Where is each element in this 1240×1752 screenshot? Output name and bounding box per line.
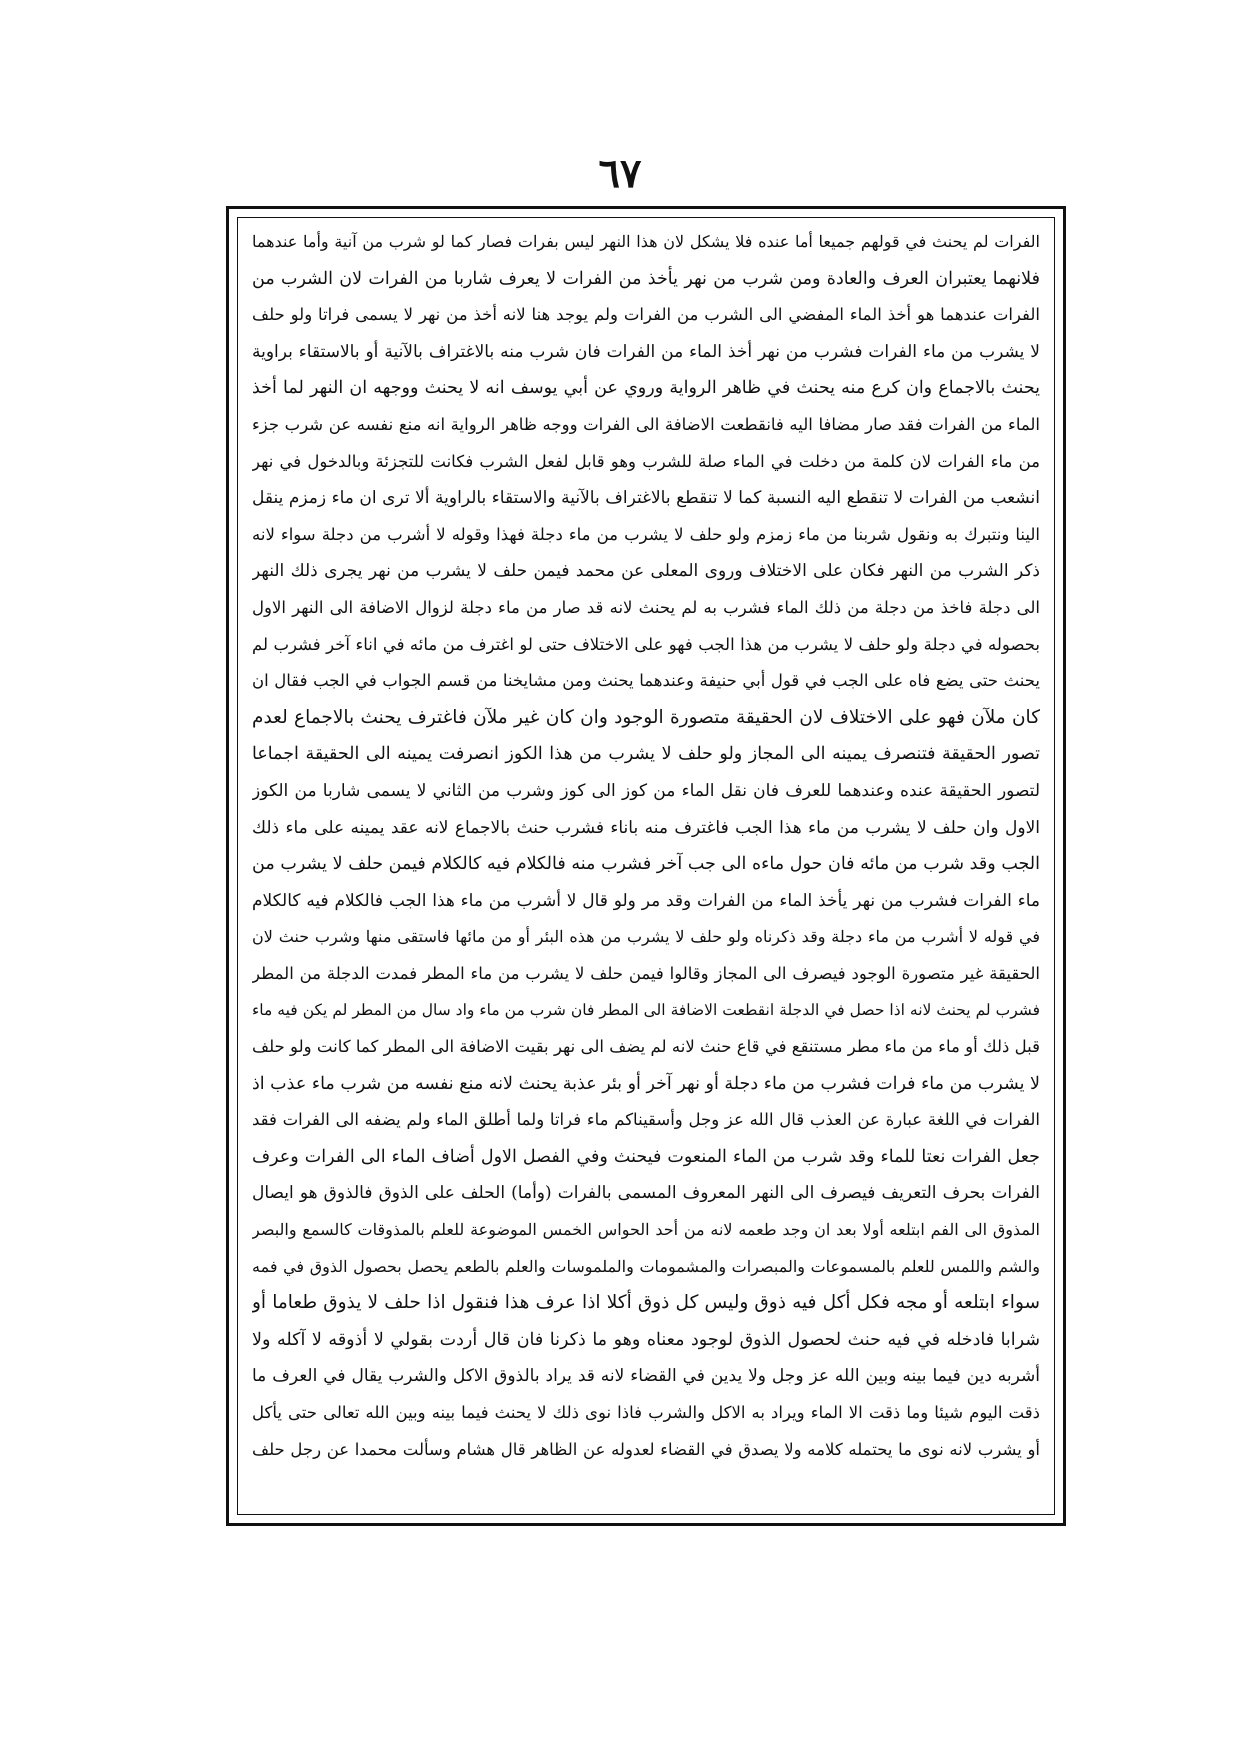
text-line: والشم واللمس للعلم بالمسموعات والمبصرات والمشمومات والملموسات والعلم بالطعم يحصل بحصول الذوق في فمه (252, 1256, 1040, 1276)
text-line: الماء من الفرات فقد صار مضافا اليه فانقطعت الاضافة الى الفرات ووجه ظاهر الرواية انه منع نفسه عن شرب جزء (252, 414, 1040, 434)
page-border (226, 206, 1066, 1526)
text-line: الينا ونتبرك به ونقول شربنا من ماء زمزم ولو حلف لا يشرب من ماء دجلة فهذا وقوله لا أشرب من دجلة سواء لانه (252, 524, 1040, 544)
text-line: انشعب من الفرات لا تنقطع اليه النسبة كما لا تنقطع بالاغتراف بالآنية والاستقاء بالراوية ألا ترى ان ماء زمزم ينقل (252, 488, 1040, 509)
text-line: يحنث بالاجماع وان كرع منه يحنث في ظاهر الرواية وروي عن أبي يوسف انه لا يحنث ووجهه ان النهر لما أخذ (252, 378, 1040, 399)
text-line: الحقيقة غير متصورة الوجود فيصرف الى المجاز وقالوا فيمن حلف لا يشرب من ماء المطر فمدت الدجلة من المطر (252, 963, 1040, 983)
text-line: كان ملآن فهو على الاختلاف لان الحقيقة متصورة الوجود وان كان غير ملآن فاغترف يحنث بالاجماع لعدم (252, 706, 1040, 728)
text-line: الى دجلة فاخذ من دجلة من ذلك الماء فشرب به لم يحنث لانه قد صار من ماء دجلة لزوال الاضافة الى النهر الاول (252, 597, 1040, 617)
text-line: في قوله لا أشرب من ماء دجلة وقد ذكرناه ولو حلف لا يشرب من هذه البئر أو من مائها فاستقى منها وشرب حنث لان (252, 927, 1040, 947)
text-line: لا يشرب من ماء الفرات فشرب من نهر أخذ الماء من الفرات فان شرب منه بالاغتراف بالآنية أو بالاستقاء براوية (252, 341, 1040, 362)
page-border-inner (237, 217, 1055, 1515)
text-line: ذكر الشرب من النهر فكان على الاختلاف وروى المعلى عن محمد فيمن حلف لا يشرب من نهر يجرى ذلك النهر (252, 561, 1040, 582)
text-line: شرابا فادخله في فيه حنث لحصول الذوق لوجود معناه وهو ما ذكرنا فان قال أردت بقولي لا أذوقه لا آكله ولا (252, 1329, 1040, 1350)
text-line: فشرب لم يحنث لانه اذا حصل في الدجلة انقطعت الاضافة الى المطر فان شرب من ماء واد سال من المطر لم يكن فيه ماء (252, 1001, 1040, 1020)
text-line: يحنث حتى يضع فاه على الجب في قول أبي حنيفة وعندهما يحنث ومن مشايخنا من قسم الجواب في الجب فقال ان (252, 671, 1040, 691)
text-line: أو يشرب لانه نوى ما يحتمله كلامه ولا يصدق في القضاء لعدوله عن الظاهر قال هشام وسألت محمدا عن رجل حلف (252, 1439, 1040, 1459)
text-line: ماء الفرات فشرب من نهر يأخذ الماء من الفرات وقد مر ولو قال لا أشرب من ماء هذا الجب فالكلام فيه كالكلام (252, 890, 1040, 911)
text-line: الفرات بحرف التعريف فيصرف الى النهر المعروف المسمى بالفرات (وأما) الحلف على الذوق فالذوق هو ايصال (252, 1183, 1040, 1204)
page-number: ٦٧ (598, 150, 642, 197)
text-line: المذوق الى الفم ابتلعه أولا بعد ان وجد طعمه لانه من أحد الحواس الخمس الموضوعة للعلم بالمذوقات كالسمع والبصر (252, 1220, 1040, 1240)
text-line: فلانهما يعتبران العرف والعادة ومن شرب من نهر يأخذ من الفرات لا يعرف شاربا من الفرات لان الشرب من (252, 268, 1040, 289)
text-line: بحصوله في دجلة ولو حلف لا يشرب من هذا الجب فهو على الاختلاف حتى لو اغترف من مائه في اناء آخر فشرب لم (252, 634, 1040, 654)
text-body (252, 224, 1040, 1508)
text-line: ذقت اليوم شيئا وما ذقت الا الماء ويراد به الاكل والشرب فاذا نوى ذلك لا يحنث فيما بينه وبين الله تعالى حتى يأكل (252, 1403, 1040, 1422)
text-line: الفرات عندهما هو أخذ الماء المفضي الى الشرب من الفرات ولم يوجد هنا لانه أخذ من نهر لا يسمى فراتا ولو حلف (252, 305, 1040, 325)
text-line: الفرات لم يحنث في قولهم جميعا أما عنده فلا يشكل لان هذا النهر ليس بفرات فصار كما لو شرب من آنية وأما عندهما (252, 232, 1040, 251)
text-line: الفرات في اللغة عبارة عن العذب قال الله عز وجل وأسقيناكم ماء فراتا ولما أطلق الماء ولم يضفه الى الفرات فقد (252, 1110, 1040, 1130)
text-line: أشربه دين فيما بينه وبين الله عز وجل ولا يدين في القضاء لانه قد يراد بالذوق الاكل والشرب يقال في العرف ما (252, 1366, 1040, 1387)
text-line: قبل ذلك أو ماء من ماء مطر مستنقع في قاع حنث لانه لم يضف الى نهر بقيت الاضافة الى المطر كما كانت ولو حلف (252, 1037, 1040, 1057)
text-line: من ماء الفرات لان كلمة من دخلت في الماء صلة للشرب وهو قابل لفعل الشرب فكانت للتجزئة وبالدخول في نهر (252, 451, 1040, 471)
text-line: لتصور الحقيقة عنده وعندهما للعرف فان نقل الماء من كوز الى كوز وشرب من الثاني لا يسمى شاربا من الكوز (252, 780, 1040, 801)
text-line: جعل الفرات نعتا للماء وقد شرب من الماء المنعوت فيحنث وفي الفصل الاول أضاف الماء الى الفرات وعرف (252, 1146, 1040, 1167)
text-line: لا يشرب من ماء فرات فشرب من ماء دجلة أو نهر آخر أو بئر عذبة يحنث لانه منع نفسه من شرب ماء عذب اذ (252, 1073, 1040, 1094)
text-line: الجب وقد شرب من مائه فان حول ماءه الى جب آخر فشرب منه فالكلام فيه كالكلام فيمن حلف لا يشرب من (252, 854, 1040, 875)
text-line: الاول وان حلف لا يشرب من ماء هذا الجب فاغترف منه باناء فشرب حنث بالاجماع لانه عقد يمينه على ماء ذلك (252, 817, 1040, 838)
text-line: تصور الحقيقة فتنصرف يمينه الى المجاز ولو حلف لا يشرب من هذا الكوز انصرفت يمينه الى الحقيقة اجماعا (252, 744, 1040, 765)
text-line: سواء ابتلعه أو مجه فكل أكل فيه ذوق وليس كل ذوق أكلا اذا عرف هذا فنقول اذا حلف لا يذوق طعاما أو (252, 1292, 1040, 1314)
